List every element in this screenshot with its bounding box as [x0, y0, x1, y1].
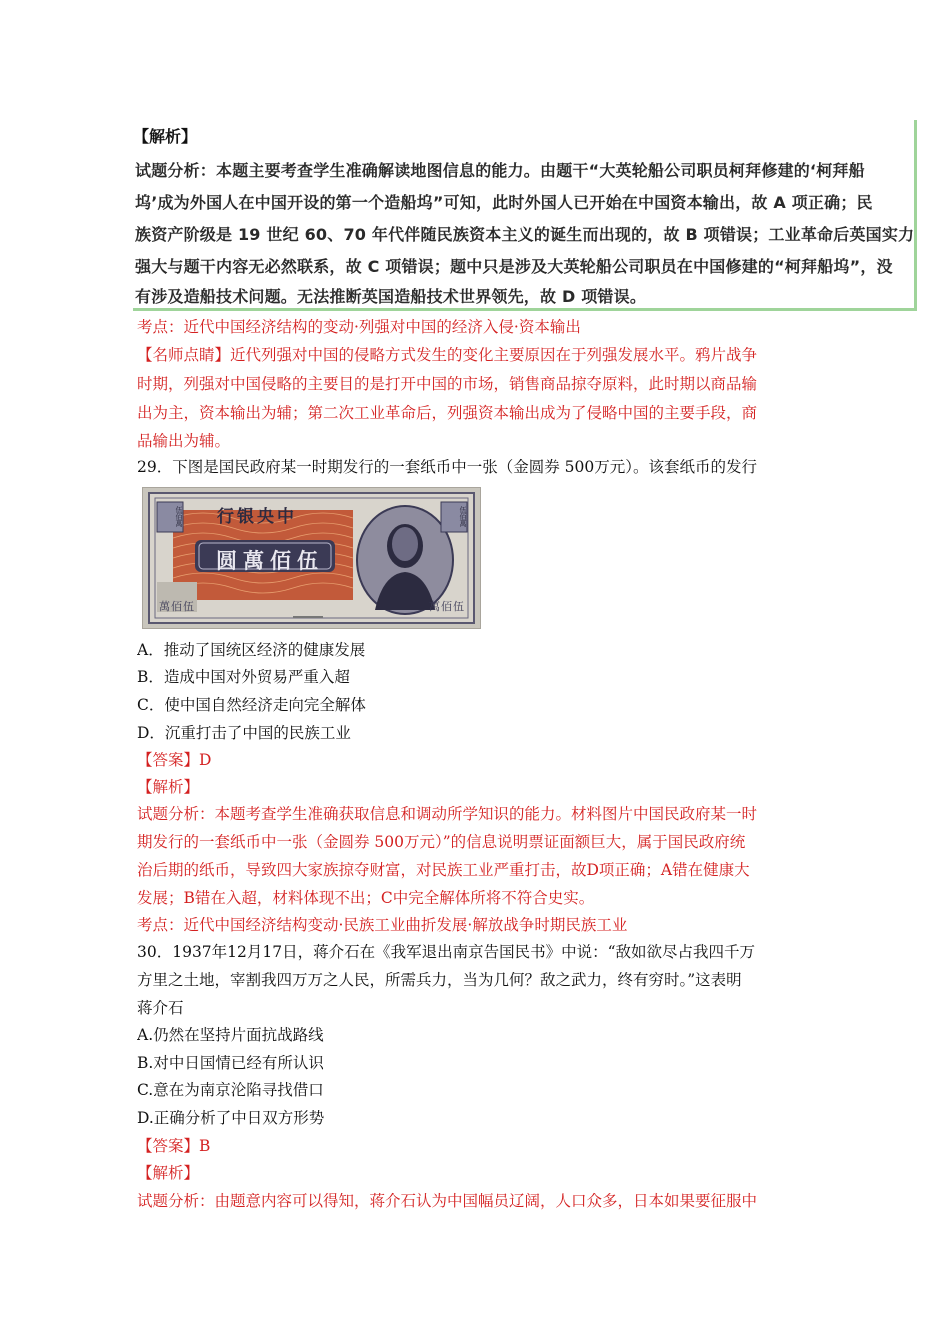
q28-mingshi-line: 出为主，资本输出为辅；第二次工业革命后，列强资本输出成为了侵略中国的主要手段，商	[137, 404, 758, 422]
q29-option-d: D．沉重打击了中国的民族工业	[137, 724, 351, 742]
q30-option-a: A.仍然在坚持片面抗战路线	[137, 1026, 324, 1044]
banknote-corner-bl: 萬佰伍	[159, 600, 195, 613]
banknote-corner-br: 萬佰伍	[429, 600, 465, 613]
q28-mingshi-line: 时期，列强对中国侵略的主要目的是打开中国的市场，销售商品掠夺原料，此时期以商品输	[137, 375, 758, 393]
q30-stem-line: 30．1937年12月17日，蒋介石在《我军退出南京告国民书》中说：“敌如欲尽占我四千万	[137, 943, 756, 961]
banknote-image	[142, 487, 481, 629]
scan-heading: 【解析】	[133, 127, 198, 146]
q30-analysis-heading: 【解析】	[137, 1164, 200, 1182]
q30-option-c: C.意在为南京沦陷寻找借口	[137, 1081, 324, 1099]
scanned-analysis-box	[133, 120, 917, 311]
banknote-denomination: 圆萬佰伍	[216, 548, 324, 573]
q28-mingshi-line: 品输出为辅。	[137, 432, 231, 450]
q30-stem-line: 蒋介石	[137, 999, 184, 1017]
q29-analysis-heading: 【解析】	[137, 778, 200, 796]
banknote-bank-name: 行银央中	[217, 507, 297, 527]
banknote-corner-tl: 伍佰萬	[175, 506, 183, 527]
q29-analysis-line: 试题分析：本题考查学生准确获取信息和调动所学知识的能力。材料图片中国民政府某一时	[137, 805, 758, 823]
q29-option-c: C．使中国自然经济走向完全解体	[137, 696, 366, 714]
scan-line: 有涉及造船技术问题。无法推断英国造船技术世界领先，故 D 项错误。	[135, 287, 647, 306]
q29-stem: 29．下图是国民政府某一时期发行的一套纸币中一张（金圆券 500万元）。该套纸币的发行	[137, 458, 757, 476]
banknote-corner-tr: 伍佰萬	[459, 506, 467, 527]
scan-line: 强大与题干内容无必然联系，故 C 项错误；题中只是涉及大英轮船公司职员在中国修建的“柯拜船坞”，没	[135, 257, 893, 276]
q29-kaodian: 考点：近代中国经济结构变动·民族工业曲折发展·解放战争时期民族工业	[137, 916, 628, 934]
scan-line: 试题分析：本题主要考查学生准确解读地图信息的能力。由题干“大英轮船公司职员柯拜修建的‘柯拜船	[135, 161, 865, 180]
q29-option-b: B．造成中国对外贸易严重入超	[137, 668, 350, 686]
scan-line: 坞’成为外国人在中国开设的第一个造船坞”可知，此时外国人已开始在中国资本输出，故 A 项正确；民	[135, 193, 873, 212]
q28-kaodian: 考点：近代中国经济结构的变动·列强对中国的经济入侵·资本输出	[137, 318, 581, 336]
scan-line: 族资产阶级是 19 世纪 60、70 年代伴随民族资本主义的诞生而出现的，故 B 项错误；工业革命后英国实力	[135, 225, 915, 244]
q28-mingshi-line: 【名师点睛】近代列强对中国的侵略方式发生的变化主要原因在于列强发展水平。鸦片战争	[137, 346, 758, 364]
q30-answer: 【答案】B	[137, 1137, 211, 1155]
q30-stem-line: 方里之土地，宰割我四万万之人民，所需兵力，当为几何？敌之武力，终有穷时。”这表明	[137, 971, 742, 989]
q29-analysis-line: 治后期的纸币，导致四大家族掠夺财富，对民族工业严重打击，故D项正确；A错在健康大	[137, 861, 750, 879]
q29-analysis-line: 期发行的一套纸币中一张（金圆券 500万元）”的信息说明票证面额巨大，属于国民政府统	[137, 833, 746, 851]
q30-analysis-line: 试题分析：由题意内容可以得知，蒋介石认为中国幅员辽阔，人口众多，日本如果要征服中	[137, 1192, 758, 1210]
q29-option-a: A．推动了国统区经济的健康发展	[137, 641, 366, 659]
q29-analysis-line: 发展；B错在入超，材料体现不出；C中完全解体所将不符合史实。	[137, 889, 595, 907]
q30-option-d: D.正确分析了中日双方形势	[137, 1109, 325, 1127]
q30-option-b: B.对中日国情已经有所认识	[137, 1054, 324, 1072]
q29-answer: 【答案】D	[137, 751, 212, 769]
